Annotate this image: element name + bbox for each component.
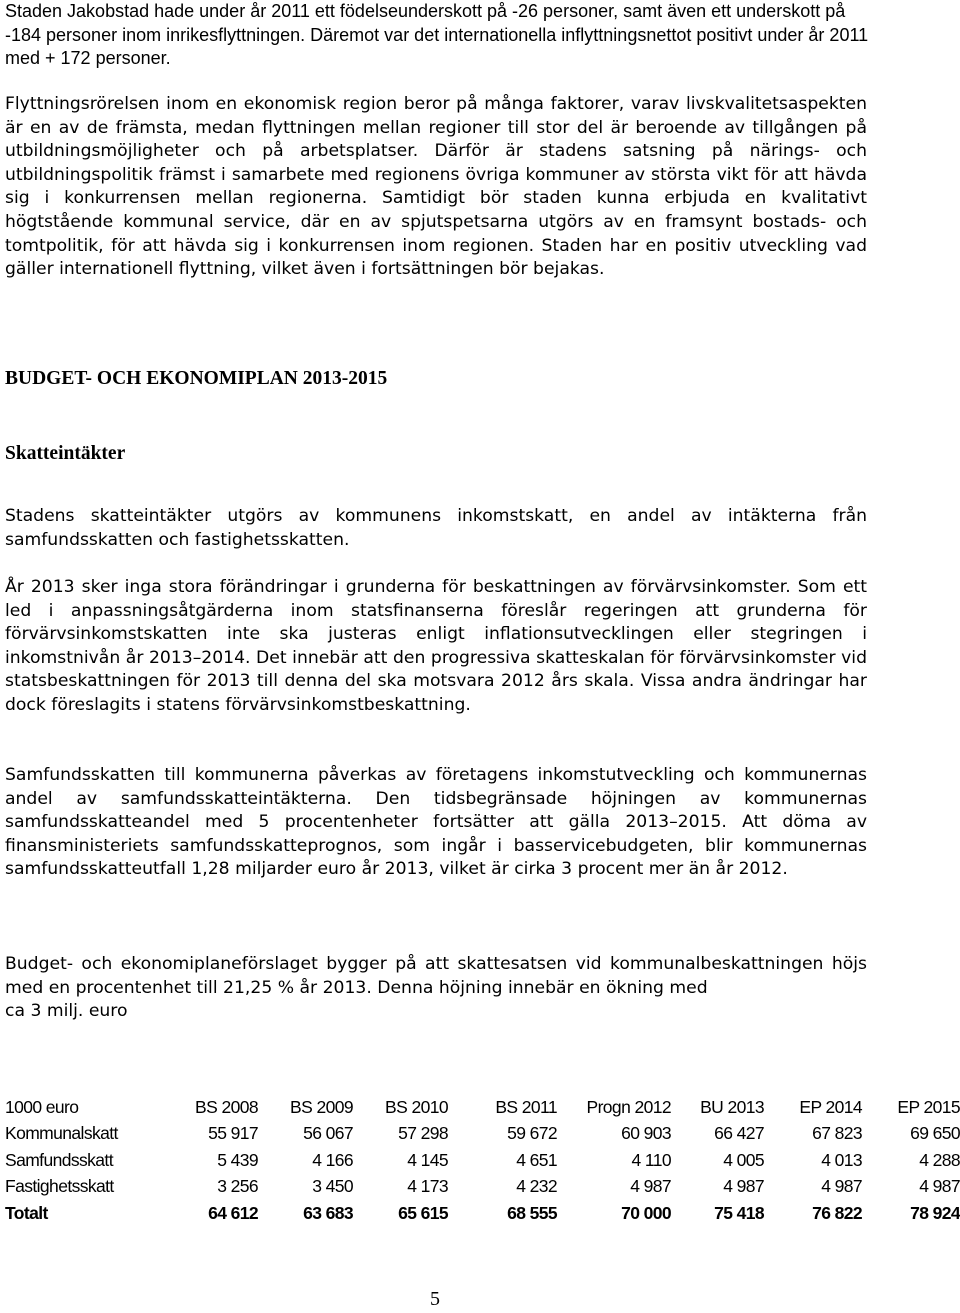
paragraph-income-tax: År 2013 sker inga stora förändringar i grunderna för beskattningen av förvärvsinkomster. Som ett led i anpassningsåtgärderna inom statsfinanserna föreslår regeringen att grunderna för förvärvsinkomstskatten inte ska justeras enligt inflationsutvecklingen eller stegringen i inkomstnivån år 2013–2014. Det innebär att den progressiva skatteskalan för förvärvsinkomster vid statsbeskattningen för 2013 till denna del ska motsvara 2012 års skala. Vissa andra ändringar har dock föreslagits i statens förvärvsinkomstbeskattning. (5, 577, 867, 715)
table-row-label: Samfundsskatt (5, 1149, 113, 1170)
table-cell: 5 439 (217, 1149, 258, 1170)
table-cell: 4 987 (821, 1176, 862, 1197)
table-cell: 4 145 (407, 1149, 448, 1170)
table-cell: 59 672 (507, 1123, 557, 1144)
section-heading-tax-revenue: Skatteintäkter (5, 443, 126, 464)
table-row-kommunalskatt (5, 1121, 960, 1148)
table-cell: 60 903 (621, 1123, 671, 1144)
table-header-cell: Progn 2012 (586, 1096, 671, 1117)
table-cell: 65 615 (398, 1202, 448, 1223)
table-cell: 63 683 (303, 1202, 353, 1223)
table-cell: 4 005 (723, 1149, 764, 1170)
table-cell: 3 256 (217, 1176, 258, 1197)
table-header-cell: BU 2013 (700, 1096, 764, 1117)
table-row-fastighetsskatt (5, 1174, 960, 1201)
table-cell: 66 427 (714, 1123, 764, 1144)
table-cell: 4 166 (312, 1149, 353, 1170)
table-cell: 78 924 (910, 1202, 960, 1223)
table-cell: 67 823 (812, 1123, 862, 1144)
table-header-cell: BS 2011 (495, 1096, 557, 1117)
paragraph-migration: Flyttningsrörelsen inom en ekonomisk region beror på många faktorer, varav livskvalitetsaspekten är en av de främsta, medan flyttningen mellan regioner till stor del är beroende av tillgången på utbildningsmöjligheter och på arbetsplatser. Därför är stadens satsning på närings- och utbildningspolitik främst i samarbete med regionens övriga kommuner av största vikt för att hävda sig i konkurrensen mellan regionerna. Samtidigt bör staden kunna erbjuda en kvalitativt högtstående kommunal service, där en av spjutspetsarna utgörs av en framsynt bostads- och tomtpolitik, för att hävda sig i konkurrensen inom regionen. Staden har en positiv utveckling vad gäller internationell flyttning, vilket även i fortsättningen bör bejakas. (5, 94, 867, 280)
tax-rate-text: Budget- och ekonomiplaneförslaget bygger på att skattesatsen vid kommunalbeskattningen höjs med en procentenhet till 21,25 % år 2013. Denna höjning innebär en ökning med (5, 954, 867, 998)
table-cell: 75 418 (714, 1202, 764, 1223)
table-cell: 68 555 (507, 1202, 557, 1223)
table-cell: 57 298 (398, 1123, 448, 1144)
table-cell: 76 822 (812, 1202, 862, 1223)
table-cell: 4 987 (630, 1176, 671, 1197)
table-row-samfundsskatt (5, 1147, 960, 1174)
table-cell: 4 651 (516, 1149, 557, 1170)
table-cell: 4 987 (723, 1176, 764, 1197)
tax-rate-increase: ca 3 milj. euro (5, 1001, 128, 1022)
paragraph-tax-sources: Stadens skatteintäkter utgörs av kommunens inkomstskatt, en andel av intäkterna från samfundsskatten och fastighetsskatten. (5, 506, 867, 550)
table-cell: 4 232 (516, 1176, 557, 1197)
table-header-cell: BS 2009 (290, 1096, 353, 1117)
table-cell: 70 000 (621, 1202, 671, 1223)
page-number: 5 (430, 1288, 440, 1310)
table-cell: 4 173 (407, 1176, 448, 1197)
table-header-cell: BS 2008 (195, 1096, 258, 1117)
table-header-cell: 1000 euro (5, 1096, 79, 1117)
table-cell: 4 110 (631, 1149, 671, 1170)
table-cell: 4 288 (919, 1149, 960, 1170)
table-cell: 3 450 (312, 1176, 353, 1197)
table-cell: 4 013 (821, 1149, 862, 1170)
table-header-cell: EP 2014 (799, 1096, 862, 1117)
table-header-cell: EP 2015 (897, 1096, 960, 1117)
table-header-row (5, 1094, 960, 1121)
table-cell: 4 987 (919, 1176, 960, 1197)
paragraph-population: Staden Jakobstad hade under år 2011 ett födelseunderskott på -26 personer, samt även ett underskott på -184 personer inom inrikesflyttningen. Däremot var det internationella inflyttningsnettot positivt under år 2011 med + 172 personer. (5, 1, 869, 68)
paragraph-tax-rate (5, 953, 867, 1024)
table-cell: 69 650 (910, 1123, 960, 1144)
tax-revenue-table (5, 1094, 960, 1227)
table-row-label: Kommunalskatt (5, 1123, 118, 1144)
table-header-cell: BS 2010 (385, 1096, 448, 1117)
table-row-total (5, 1200, 960, 1227)
table-cell: 64 612 (208, 1202, 258, 1223)
table-row-label: Totalt (5, 1202, 48, 1223)
section-heading-budget: BUDGET- OCH EKONOMIPLAN 2013-2015 (5, 368, 388, 389)
table-cell: 56 067 (303, 1123, 353, 1144)
paragraph-corporate-tax: Samfundsskatten till kommunerna påverkas av företagens inkomstutveckling och kommunernas andel av samfundsskatteintäkterna. Den tidsbegränsade höjningen av kommunernas samfundsskatteandel med 5 procentenheter fortsätter att gälla 2013–2015. Att döma av finansministeriets samfundsskatteprognos, som ingår i basservicebudgeten, blir kommunernas samfundsskatteutfall 1,28 miljarder euro år 2013, vilket är cirka 3 procent mer än år 2012. (5, 765, 867, 880)
table-row-label: Fastighetsskatt (5, 1176, 114, 1197)
table-cell: 55 917 (208, 1123, 258, 1144)
